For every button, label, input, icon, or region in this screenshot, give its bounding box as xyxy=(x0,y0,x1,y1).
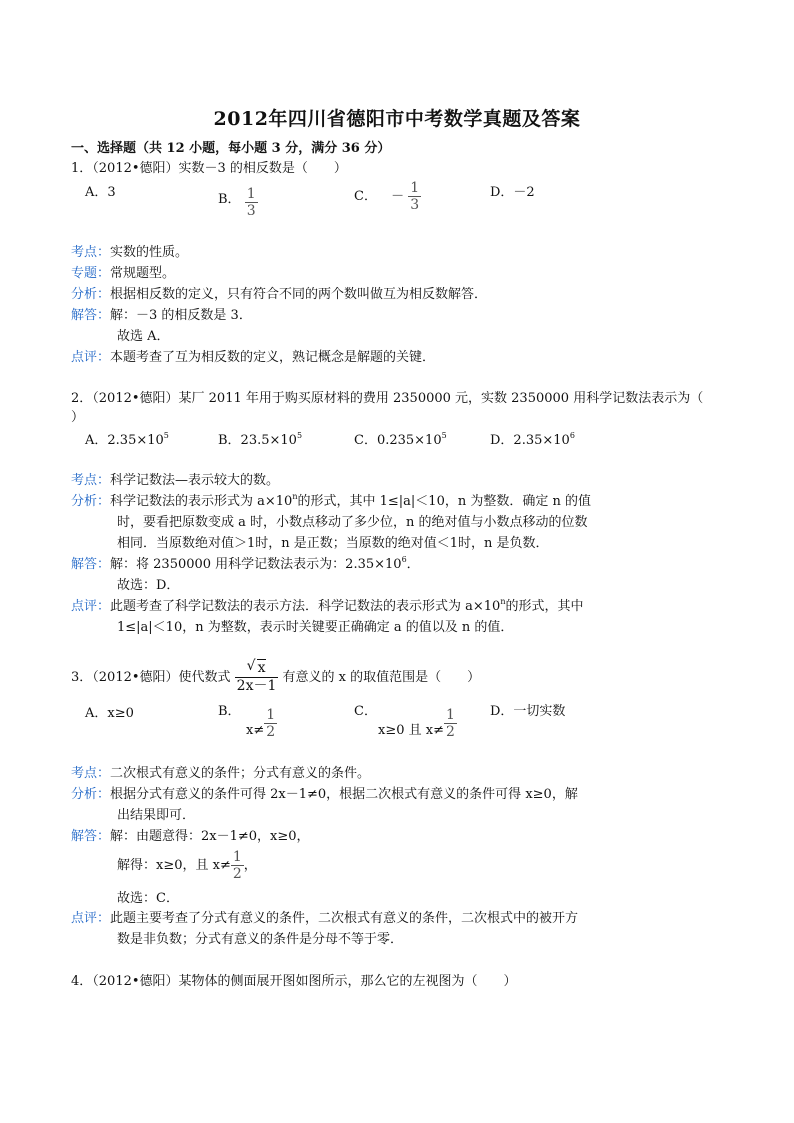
fraction-numerator: 1 xyxy=(232,849,242,865)
q3-dianping-line2: 数是非负数；分式有意义的条件是分母不等于零． xyxy=(117,932,404,947)
label-fenxi: 分析： xyxy=(71,494,111,509)
q3-jieda xyxy=(71,828,310,846)
q1-jieda-conclusion: 故选 A． xyxy=(117,329,170,344)
q2-fenxi-line3: 相同．当原数绝对值＞1时，n 是正数；当原数的绝对值＜1时，n 是负数． xyxy=(117,536,549,551)
q3-option-c-fraction xyxy=(444,707,457,740)
label-dianping: 点评： xyxy=(71,350,111,365)
exponent: 6 xyxy=(569,431,575,440)
q2-fenxi-text-b: 的形式，其中 1≤|a|＜10，n 为整数．确定 n 的值 xyxy=(297,494,591,509)
q1-jieda xyxy=(71,307,252,325)
label-dianping: 点评： xyxy=(71,911,111,926)
label-jieda: 解答： xyxy=(71,557,111,572)
q3-kaodian xyxy=(71,765,370,783)
q3-fenxi-line2: 出结果即可． xyxy=(117,808,196,823)
q3-stem xyxy=(71,660,480,696)
label-kaodian: 考点： xyxy=(71,245,111,260)
q1-option-b-fraction xyxy=(245,186,258,219)
q1-jieda-text: 解：－3 的相反数是 3． xyxy=(110,308,252,323)
q2-jieda xyxy=(71,556,420,574)
exponent: 5 xyxy=(296,431,303,440)
radical-icon: √ xyxy=(246,658,256,674)
q3-option-b-fraction xyxy=(264,707,277,740)
fraction-numerator: 1 xyxy=(410,180,420,196)
q2-fenxi xyxy=(71,493,591,511)
q1-stem: 1．（2012•德阳）实数－3 的相反数是（ ） xyxy=(71,161,347,176)
label-zhuanti: 专题： xyxy=(71,266,111,281)
q2-dianping-line2: 1≤|a|＜10，n 为整数，表示时关键要正确确定 a 的值以及 n 的值． xyxy=(117,620,514,635)
q1-dianping xyxy=(71,349,435,367)
exponent: n xyxy=(500,597,506,606)
fraction-numerator: 1 xyxy=(246,186,256,202)
q1-option-c-sign: － xyxy=(391,189,405,204)
q3-option-c-letter: C． xyxy=(354,704,377,719)
q4-stem: 4．（2012•德阳）某物体的侧面展开图如图所示，那么它的左视图为（ ） xyxy=(71,974,517,989)
q2-fenxi-text-a: 科学记数法的表示形式为 a×10 xyxy=(110,494,293,509)
q3-kaodian-text: 二次根式有意义的条件；分式有意义的条件。 xyxy=(110,766,371,781)
exponent: 5 xyxy=(441,431,447,440)
q1-option-c-letter: C． xyxy=(354,189,377,204)
q2-stem-line1: 2．（2012•德阳）某厂 2011 年用于购买原材料的费用 2350000 元，实数 2350000 用科学记数法表示为（ xyxy=(71,391,704,406)
fraction-denominator: 3 xyxy=(410,197,420,213)
exponent: 6 xyxy=(401,555,407,564)
q3-jieda-conclusion: 故选：C． xyxy=(117,891,179,906)
q3-option-c-text: x≥0 且 x≠ xyxy=(378,723,444,738)
q3-jieda-fraction xyxy=(231,849,244,882)
q3-stem-text-a: 3．（2012•德阳）使代数式 xyxy=(71,670,231,685)
fraction-denominator: 2 xyxy=(232,866,242,882)
q3-option-a: A．x≥0 xyxy=(85,706,134,721)
q2-option-b xyxy=(218,432,302,450)
q3-fenxi-text: 根据分式有意义的条件可得 2x－1≠0，根据二次根式有意义的条件可得 x≥0，解 xyxy=(110,787,578,802)
q3-jieda-text-b: ， xyxy=(243,858,257,873)
q3-option-d: D．一切实数 xyxy=(490,704,566,719)
q1-kaodian-text: 实数的性质。 xyxy=(110,245,189,260)
q1-option-b-letter: B． xyxy=(218,192,241,207)
q3-jieda-text-a: 解得：x≥0，且 x≠ xyxy=(117,858,231,873)
fraction-denominator: 2x－1 xyxy=(236,678,277,694)
q3-jieda-text: 解：由题意得：2x－1≠0，x≥0， xyxy=(110,829,310,844)
fraction-numerator xyxy=(235,660,279,677)
q3-stem-fraction xyxy=(235,660,279,695)
q3-option-c xyxy=(354,703,457,740)
q1-fenxi xyxy=(71,286,487,304)
q2-option-a xyxy=(85,432,169,450)
q2-jieda-text-a: 解：将 2350000 用科学记数法表示为：2.35×10 xyxy=(110,557,402,572)
q1-option-c-fraction xyxy=(408,180,421,213)
q1-option-c xyxy=(354,180,421,213)
fraction-denominator: 2 xyxy=(445,724,455,740)
q2-jieda-text-b: ． xyxy=(406,557,420,572)
q2-fenxi-line2: 时，要看把原数变成 a 时，小数点移动了多少位，n 的绝对值与小数点移动的位数 xyxy=(117,515,588,530)
q1-kaodian xyxy=(71,244,188,262)
radicand: x xyxy=(257,660,266,676)
exponent: n xyxy=(292,492,298,501)
q3-option-b-text: x≠ xyxy=(246,723,265,738)
q2-option-c-text: C．0.235×10 xyxy=(354,433,442,448)
q2-jieda-conclusion: 故选：D． xyxy=(117,578,180,593)
q1-option-d: D．－2 xyxy=(490,185,535,200)
q2-stem-line2: ） xyxy=(71,410,85,425)
q2-option-b-text: B．23.5×10 xyxy=(218,433,297,448)
q2-option-c xyxy=(354,432,447,450)
label-fenxi: 分析： xyxy=(71,787,111,802)
q3-fenxi xyxy=(71,786,578,804)
label-dianping: 点评： xyxy=(71,599,111,614)
q2-dianping-text-a: 此题考查了科学记数法的表示方法．科学记数法的表示形式为 a×10 xyxy=(110,599,501,614)
page-title: 2012年四川省德阳市中考数学真题及答案 xyxy=(213,108,581,130)
fraction-numerator: 1 xyxy=(445,707,455,723)
q2-dianping-text-b: 的形式，其中 xyxy=(505,599,584,614)
q2-option-d-text: D．2.35×10 xyxy=(490,433,570,448)
q1-dianping-text: 本题考查了互为相反数的定义，熟记概念是解题的关键． xyxy=(110,350,436,365)
label-kaodian: 考点： xyxy=(71,766,111,781)
q2-kaodian-text: 科学记数法—表示较大的数。 xyxy=(110,473,280,488)
q1-zhuanti xyxy=(71,265,175,283)
exponent: 5 xyxy=(163,431,169,440)
q3-jieda-line2 xyxy=(117,848,257,884)
q3-option-b xyxy=(218,703,277,740)
q2-dianping xyxy=(71,598,584,616)
q1-zhuanti-text: 常规题型。 xyxy=(110,266,176,281)
q3-dianping-text: 此题主要考查了分式有意义的条件，二次根式有意义的条件，二次根式中的被开方 xyxy=(110,911,579,926)
label-jieda: 解答： xyxy=(71,829,111,844)
fraction-denominator: 3 xyxy=(246,203,256,219)
fraction-numerator: 1 xyxy=(266,707,276,723)
label-fenxi: 分析： xyxy=(71,287,111,302)
q1-option-b xyxy=(218,180,258,219)
q2-option-d xyxy=(490,432,575,450)
label-kaodian: 考点： xyxy=(71,473,111,488)
q1-option-a: A．3 xyxy=(85,185,116,200)
q3-dianping xyxy=(71,910,578,928)
q3-stem-text-b: 有意义的 x 的取值范围是（ ） xyxy=(282,670,481,685)
label-jieda: 解答： xyxy=(71,308,111,323)
q3-option-b-letter: B． xyxy=(218,704,241,719)
section-heading: 一、选择题（共 12 小题，每小题 3 分，满分 36 分） xyxy=(71,141,391,156)
sqrt-sign xyxy=(247,660,267,677)
q1-fenxi-text: 根据相反数的定义，只有符合不同的两个数叫做互为相反数解答． xyxy=(110,287,488,302)
fraction-denominator: 2 xyxy=(266,724,276,740)
q2-option-a-text: A．2.35×10 xyxy=(85,433,164,448)
q2-kaodian xyxy=(71,472,279,490)
